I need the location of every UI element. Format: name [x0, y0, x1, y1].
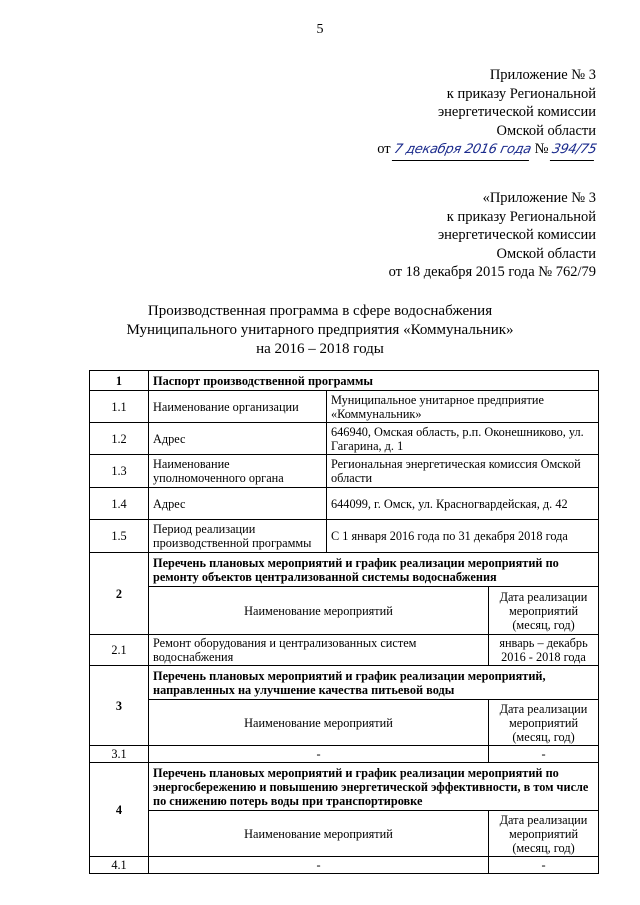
row-date: -: [489, 857, 599, 874]
section-number: 2: [90, 553, 149, 635]
title-line: Муниципального унитарного предприятия «Коммунальник»: [126, 322, 514, 338]
row-date: -: [489, 746, 599, 763]
appendix-line: «Приложение № 3: [482, 190, 596, 206]
row-value: С 1 января 2016 года по 31 декабря 2018 года: [327, 520, 599, 553]
section-number: 1: [90, 371, 149, 391]
column-header-name: Наименование мероприятий: [149, 811, 489, 857]
appendix-line: Омской области: [496, 122, 596, 139]
row-value: 646940, Омская область, р.п. Оконешниково, ул. Гагарина, д. 1: [327, 423, 599, 455]
table-row: [90, 423, 599, 455]
column-header-row: [90, 587, 599, 635]
row-number: 1.1: [90, 391, 149, 423]
table-row: [90, 520, 599, 553]
appendix-block-new: [377, 66, 596, 161]
section-row: [90, 666, 599, 700]
column-header-date: Дата реализации мероприятий (месяц, год): [489, 587, 599, 635]
appendix-line: от 18 декабря 2015 года № 762/79: [388, 264, 596, 280]
table-row: [90, 391, 599, 423]
table-row: [90, 635, 599, 666]
row-number: 2.1: [90, 635, 149, 666]
column-header-row: [90, 811, 599, 857]
section-title: Перечень плановых мероприятий и график реализации мероприятий по ремонту объектов централизованной системы водоснабжения: [149, 553, 599, 587]
row-date: январь – декабрь 2016 - 2018 года: [489, 635, 599, 666]
row-label: Период реализации производственной программы: [149, 520, 327, 553]
row-number: 3.1: [90, 746, 149, 763]
handwritten-date: 7 декабря 2016 года: [392, 141, 533, 161]
row-label: Наименование организации: [149, 391, 327, 423]
row-label: Наименование уполномоченного органа: [149, 455, 327, 488]
table-row: [90, 488, 599, 520]
section-title: Паспорт производственной программы: [149, 371, 599, 391]
row-value: Муниципальное унитарное предприятие «Коммунальник»: [327, 391, 599, 423]
row-name: -: [149, 746, 489, 763]
row-number: 1.5: [90, 520, 149, 553]
row-label: Адрес: [149, 488, 327, 520]
appendix-block-old: [389, 189, 596, 282]
document-title: [0, 302, 640, 359]
handwritten-number: 394/75: [550, 141, 598, 161]
row-number: 1.4: [90, 488, 149, 520]
row-number: 4.1: [90, 857, 149, 874]
number-sign: №: [534, 141, 549, 157]
appendix-line: энергетической комиссии: [437, 104, 596, 120]
column-header-date: Дата реализации мероприятий (месяц, год): [489, 700, 599, 746]
row-name: Ремонт оборудования и централизованных систем водоснабжения: [149, 635, 489, 666]
appendix-line: к приказу Региональной: [446, 208, 596, 225]
page-number: 5: [316, 22, 324, 37]
section-title: Перечень плановых мероприятий и график реализации мероприятий, направленных на улучшение качества питьевой воды: [149, 666, 599, 700]
section-number: 4: [90, 763, 149, 857]
row-name: -: [149, 857, 489, 874]
appendix-line: к приказу Региональной: [446, 85, 596, 102]
table-row: [90, 746, 599, 763]
appendix-line: Приложение № 3: [489, 67, 596, 83]
appendix-line: энергетической комиссии: [437, 227, 596, 243]
appendix-date-line: [377, 140, 596, 161]
appendix-line: Омской области: [496, 245, 596, 262]
column-header-name: Наименование мероприятий: [149, 587, 489, 635]
section-row: [90, 371, 599, 391]
production-program-table: [89, 370, 599, 874]
section-row: [90, 553, 599, 587]
title-line: на 2016 – 2018 годы: [256, 341, 384, 357]
column-header-row: [90, 700, 599, 746]
table-row: [90, 455, 599, 488]
row-label: Адрес: [149, 423, 327, 455]
column-header-name: Наименование мероприятий: [149, 700, 489, 746]
row-value: Региональная энергетическая комиссия Омской области: [327, 455, 599, 488]
section-row: [90, 763, 599, 811]
row-number: 1.2: [90, 423, 149, 455]
appendix-prefix: от: [377, 141, 391, 157]
row-number: 1.3: [90, 455, 149, 488]
table-row: [90, 857, 599, 874]
title-line: Производственная программа в сфере водоснабжения: [147, 303, 493, 319]
column-header-date: Дата реализации мероприятий (месяц, год): [489, 811, 599, 857]
section-number: 3: [90, 666, 149, 746]
row-value: 644099, г. Омск, ул. Красногвардейская, д. 42: [327, 488, 599, 520]
section-title: Перечень плановых мероприятий и график реализации мероприятий по энергосбережению и повышению энергетической эффективности, в том числе по снижению потерь воды при транспортировке: [149, 763, 599, 811]
